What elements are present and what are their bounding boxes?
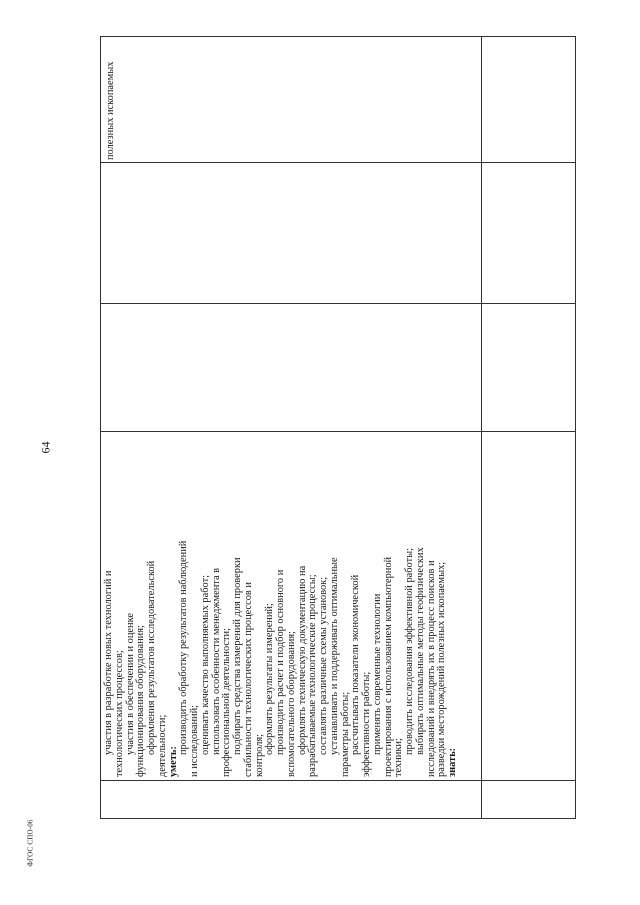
content-line: производить расчет и подбор основного и [275,569,286,755]
content-line: оформлять техническую документацию на [296,565,308,755]
content-line: профессиональной деятельности; [221,627,233,777]
content-line: функционирования оборудования; [135,625,147,777]
content-line: деятельности; [156,714,168,777]
content-line: рассчитывать показатели экономической [350,574,362,755]
content-line: технологических процессов; [113,650,125,777]
content-line: проектирования с использованием компьютерной [382,556,394,777]
table-row-divider [481,37,482,818]
section-heading: уметь: [167,746,179,777]
content-line: применять современные технологии [371,593,383,755]
competency-content-cell [104,435,459,777]
content-line: оформлять результаты измерений; [264,603,276,755]
content-line: разведки месторождений полезных ископаемых; [436,561,448,777]
content-line: производить обработку результатов наблюдений [178,540,190,755]
content-line: использовать особенности менеджмента в [210,567,222,755]
content-line: контроля; [253,733,265,777]
content-line: устанавливать и поддерживать оптимальные [328,557,340,755]
page-number: 64 [38,441,53,454]
content-line: составлять различные схемы установок; [318,576,329,755]
content-line: участия в разработке новых технологий и [103,570,114,755]
document-footer: ФГОС СПО-06 [26,819,35,867]
table-column-divider [101,303,575,304]
content-line: оформления результатов исследовательской [146,560,157,755]
content-line: подбирать средства измерений для проверки [232,557,243,755]
competency-table [100,36,576,819]
content-line: оценивать качество выполняемых работ; [199,574,211,755]
table-column-divider [101,780,575,781]
table-column-divider [101,431,575,432]
section-heading: знать: [447,747,458,777]
content-line: эффективности работы; [361,671,372,777]
table-column-divider [101,162,575,163]
right-cell-text: полезных ископаемых [105,61,116,160]
content-line: техники; [393,738,405,777]
content-line: исследований и внедрять их в процесс поисков и [425,560,437,777]
content-line [448,435,459,777]
content-line: параметры работы; [339,691,351,777]
content-line: выбирать оптимальные методы геофизических [414,547,426,755]
content-line: вспомогательного оборудования; [285,631,297,777]
content-line: разрабатываемые технологические процессы; [307,574,319,777]
content-line: проводить исследования эффективной работы; [404,547,415,755]
content-line: и исследований; [189,704,200,777]
content-line: участия в обеспечении и оценке [124,613,136,755]
content-line: стабильности технологических процессов и [242,582,254,777]
